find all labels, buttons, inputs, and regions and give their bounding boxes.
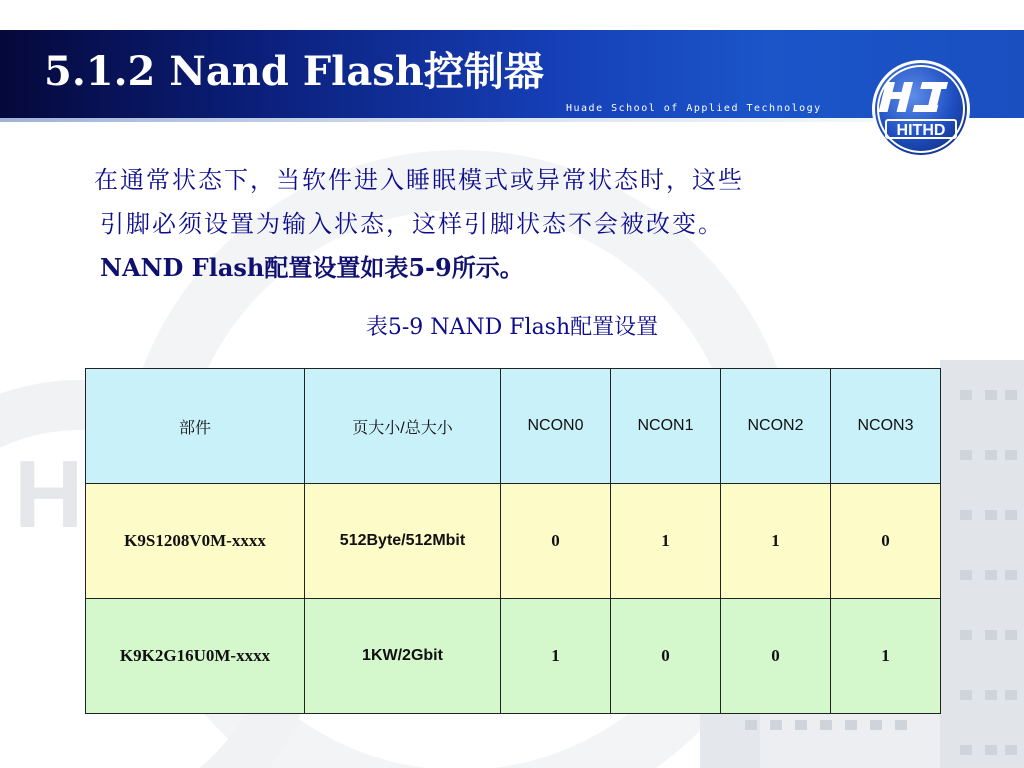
table-header-cell: 页大小/总大小 <box>305 369 501 484</box>
table-cell: 1KW/2Gbit <box>305 599 501 714</box>
nand-config-table <box>85 368 941 714</box>
table-cell: 0 <box>831 484 941 599</box>
table-header-cell: NCON1 <box>611 369 721 484</box>
intro-paragraph <box>94 158 960 290</box>
table-cell: 1 <box>611 484 721 599</box>
intro-line: 在通常状态下，当软件进入睡眠模式或异常状态时，这些 <box>94 166 744 194</box>
table-cell: 0 <box>611 599 721 714</box>
school-logo <box>870 58 972 160</box>
table-caption: 表5-9 NAND Flash配置设置 <box>365 315 659 340</box>
table-cell: K9S1208V0M-xxxx <box>86 484 305 599</box>
page-title: 5.1.2 Nand Flash控制器 <box>44 48 544 95</box>
table-cell: K9K2G16U0M-xxxx <box>86 599 305 714</box>
intro-line: 引脚必须设置为输入状态，这样引脚状态不会被改变。 <box>100 210 724 238</box>
logo-text: HITHD <box>896 122 946 139</box>
table-header-cell: NCON0 <box>501 369 611 484</box>
table-header-cell: NCON3 <box>831 369 941 484</box>
intro-line: NAND Flash配置设置如表5-9所示。 <box>100 253 524 282</box>
table-header-cell: 部件 <box>86 369 305 484</box>
table-cell: 0 <box>501 484 611 599</box>
watermark-letter: H <box>14 441 84 548</box>
table-cell: 1 <box>721 484 831 599</box>
table-row <box>86 599 941 714</box>
table-row <box>86 484 941 599</box>
table-cell: 0 <box>721 599 831 714</box>
table-cell: 1 <box>831 599 941 714</box>
table-cell: 1 <box>501 599 611 714</box>
school-name: Huade School of Applied Technology <box>566 103 822 114</box>
table-header-row <box>86 369 941 484</box>
table-header-cell: NCON2 <box>721 369 831 484</box>
table-cell: 512Byte/512Mbit <box>305 484 501 599</box>
